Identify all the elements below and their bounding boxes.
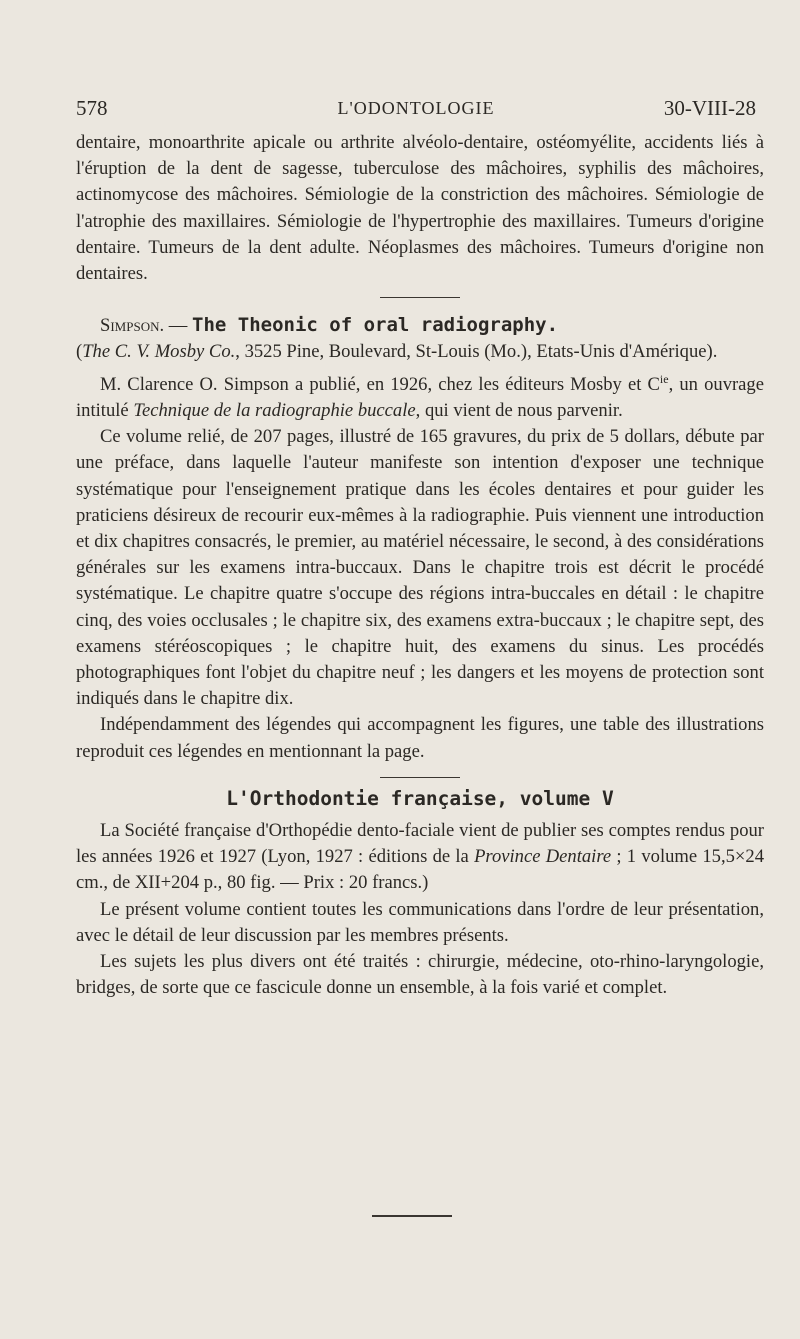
review-paragraph-3: Indépendamment des légendes qui accompagnent les figures, une table des illustrations reproduit ces légendes en mentionnant la page. (76, 714, 764, 762)
review-author: Simpson. (100, 315, 165, 337)
p1-end: , qui vient de nous parvenir. (415, 400, 623, 422)
r2-p1-start: La Société française d'Orthopédie dento-faciale vient de publier ses comptes rendus pour les années 1926 et 1927 (Lyon, 1927 : éditions de la (76, 820, 764, 868)
p1-sup: ie (659, 371, 669, 386)
review-paragraph-1 (76, 366, 764, 425)
section-divider (380, 777, 460, 778)
p1-mid: , un ouvrage intitulé (76, 373, 764, 422)
running-title: L'ODONTOLOGIE (337, 98, 495, 118)
page-number: 578 (76, 96, 108, 120)
review-citation: (The C. V. Mosby Co., 3525 Pine, Boulevard, St-Louis (Mo.), Etats-Unis d'Amérique). (76, 341, 718, 363)
article-body (76, 130, 764, 1001)
review2-paragraph-3: Les sujets les plus divers ont été traités : chirurgie, médecine, oto-rhino-laryngologie, bridges, de sorte que ce fascicule donne un ensemble, à la fois varié et complet. (76, 951, 764, 999)
p1-start: M. Clarence O. Simpson a publié, en 1926, chez les éditeurs Mosby et C (100, 373, 660, 395)
review-title: The Theonic of oral radiography. (192, 314, 559, 337)
review2-paragraph-2: Le présent volume contient toutes les communications dans l'ordre de leur présentation, avec le détail de leur discussion par les membres présents. (76, 898, 764, 946)
review-paragraph-2: Ce volume relié, de 207 pages, illustré de 165 gravures, du prix de 5 dollars, débute par une préface, dans laquelle l'auteur manifeste son intention d'exposer une technique systématique pour l'enseignement pratique dans les écoles dentaires et pour guider les praticiens désireux de recourir eux-mêmes à la radiographie. Puis viennent une introduction et dix chapitres consacrés, le premier, au matériel nécessaire, le second, à des considérations générales sur les examens intra-buccaux. Dans le chapitre trois est décrit le procédé systématique. Le chapitre quatre s'occupe des régions intra-buccales en détail : le chapitre cinq, des voies occlusales ; le chapitre six, des examens extra-buccaux ; le chapitre sept, des examens stéréoscopiques ; le chapitre huit, des examens du sinus. Les procédés photographiques font l'objet du chapitre neuf ; les dangers et les moyens de protection sont indiqués dans le chapitre dix. (76, 426, 764, 710)
citation-publisher: The C. V. Mosby Co. (82, 341, 236, 363)
page-header (76, 96, 756, 126)
p1-book-title: Technique de la radiographie buccale (133, 400, 416, 422)
intro-paragraph: dentaire, monoarthrite apicale ou arthrite alvéolo-dentaire, ostéomyélite, accidents liés à l'éruption de la dent de sagesse, tuberculose des mâchoires, syphilis des mâchoires, actinomycose des mâchoires. Sémiologie de la constriction des mâchoires. Sémiologie de l'atrophie des maxillaires. Sémiologie de l'hypertrophie des maxillaires. Tumeurs d'origine dentaire. Tumeurs de la dent adulte. Néoplasmes des mâchoires. Tumeurs d'origine non dentaires. (76, 132, 764, 285)
citation-address: , 3525 Pine, Boulevard, St-Louis (Mo.), Etats-Unis d'Amérique). (235, 341, 718, 363)
end-divider (372, 1215, 452, 1217)
heading-dash: — (164, 315, 193, 337)
r2-p1-italic: Province Dentaire (474, 846, 612, 868)
section-divider (380, 297, 460, 298)
review2-title: L'Orthodontie française, volume V (226, 786, 614, 810)
r2-p1-end: ; 1 volume 15,5×24 cm., de XII+204 p., 80 fig. — Prix : 20 francs.) (76, 846, 764, 894)
issue-date: 30-VIII-28 (663, 96, 756, 120)
review2-paragraph-1 (76, 818, 764, 897)
review-heading (76, 312, 764, 339)
